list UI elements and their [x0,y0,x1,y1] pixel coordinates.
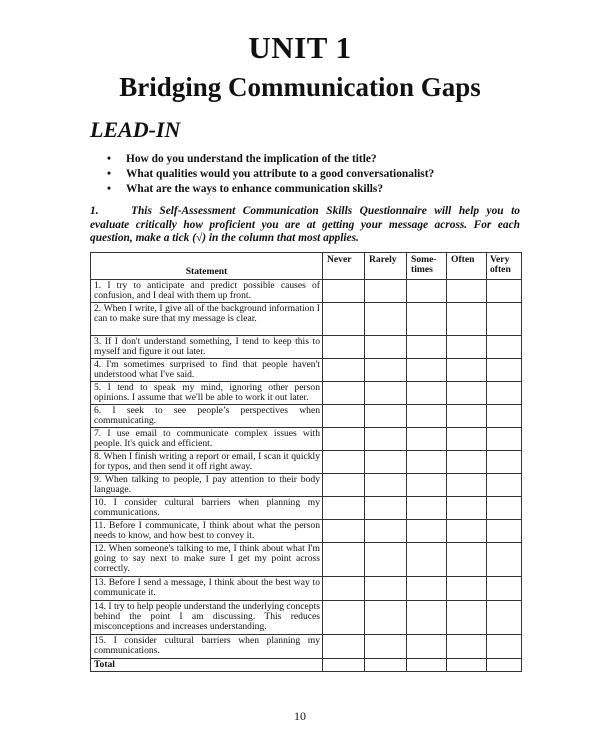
lead-in-questions [107,152,434,197]
table-row [91,381,522,404]
header-very-often: Very often [487,253,522,280]
instruction-text: This Self-Assessment Communication Skills Questionnaire will help you to evaluate critically how proficient you are at getting your message across. For each question, make a tick (√) in the column that most applies. [90,205,520,244]
tick-cell-often[interactable] [447,473,487,496]
tick-cell-never[interactable] [323,427,365,450]
tick-cell-never[interactable] [323,634,365,658]
tick-cell-rarely[interactable] [365,280,407,303]
statement-cell: 1. I try to anticipate and predict possible causes of confusion, and I deal with them up front. [91,280,323,303]
table-row [91,450,522,473]
tick-cell-never[interactable] [323,381,365,404]
tick-cell-rarely[interactable] [365,450,407,473]
header-never: Never [323,253,365,280]
statement-cell: 5. I tend to speak my mind, ignoring other person opinions. I assume that we'll be able to work it out later. [91,381,323,404]
questionnaire-table [90,252,522,672]
statement-cell: 11. Before I communicate, I think about what the person needs to know, and how best to convey it. [91,519,323,542]
tick-cell-very-often[interactable] [487,496,522,519]
tick-cell-sometimes[interactable] [407,450,447,473]
tick-cell-sometimes[interactable] [407,519,447,542]
tick-cell-very-often[interactable] [487,404,522,427]
statement-cell: 9. When talking to people, I pay attention to their body language. [91,473,323,496]
table-row [91,427,522,450]
table-row [91,473,522,496]
tick-cell-often[interactable] [447,381,487,404]
tick-cell-often[interactable] [447,358,487,381]
table-row [91,302,522,335]
tick-cell-sometimes[interactable] [407,542,447,576]
statement-cell: 10. I consider cultural barriers when planning my communications. [91,496,323,519]
total-label: Total [91,658,323,671]
statement-cell: 8. When I finish writing a report or email, I scan it quickly for typos, and then send it off right away. [91,450,323,473]
instruction-number: 1. [90,205,99,217]
tick-cell-very-often[interactable] [487,280,522,303]
tick-cell-very-often[interactable] [487,335,522,358]
tick-cell-rarely[interactable] [365,576,407,600]
tick-cell-very-often[interactable] [487,473,522,496]
tick-cell-sometimes[interactable] [407,381,447,404]
instruction-paragraph [90,205,520,246]
table-row [91,576,522,600]
tick-cell-rarely[interactable] [365,358,407,381]
list-item: • How do you understand the implication of the title? [107,152,434,167]
table-row [91,358,522,381]
tick-cell-rarely[interactable] [365,634,407,658]
tick-cell-very-often[interactable] [487,381,522,404]
table-total-row [91,658,522,671]
tick-cell-often[interactable] [447,496,487,519]
table-row [91,335,522,358]
tick-cell-rarely[interactable] [365,404,407,427]
table-row [91,404,522,427]
tick-cell-very-often[interactable] [487,634,522,658]
unit-label: UNIT [248,30,328,65]
lead-in-heading: LEAD-IN [90,117,181,142]
tick-cell-rarely[interactable] [365,335,407,358]
tick-cell-often[interactable] [447,576,487,600]
tick-cell-never[interactable] [323,450,365,473]
list-item: • What qualities would you attribute to a good conversationalist? [107,167,434,182]
tick-cell-very-often[interactable] [487,302,522,335]
tick-cell-often[interactable] [447,280,487,303]
table-row [91,600,522,634]
tick-cell-sometimes[interactable] [407,335,447,358]
tick-cell-never[interactable] [323,600,365,634]
statement-cell: 7. I use email to communicate complex issues with people. It's quick and efficient. [91,427,323,450]
table-row [91,519,522,542]
tick-cell-rarely[interactable] [365,496,407,519]
header-statement: Statement [91,253,323,280]
tick-cell-very-often[interactable] [487,542,522,576]
tick-cell-very-often[interactable] [487,427,522,450]
tick-cell-rarely[interactable] [365,473,407,496]
tick-cell-sometimes[interactable] [407,358,447,381]
tick-cell-rarely[interactable] [365,600,407,634]
tick-cell-rarely[interactable] [365,542,407,576]
tick-cell-sometimes[interactable] [407,496,447,519]
statement-cell: 13. Before I send a message, I think about the best way to communicate it. [91,576,323,600]
tick-cell-sometimes[interactable] [407,634,447,658]
tick-cell-sometimes[interactable] [407,404,447,427]
tick-cell-often[interactable] [447,542,487,576]
tick-cell-often[interactable] [447,404,487,427]
tick-cell-very-often[interactable] [487,576,522,600]
tick-cell-sometimes[interactable] [407,280,447,303]
unit-heading [0,30,600,66]
header-rarely: Rarely [365,253,407,280]
tick-cell-often[interactable] [447,519,487,542]
tick-cell-often[interactable] [447,450,487,473]
tick-cell-never[interactable] [323,519,365,542]
tick-cell-sometimes[interactable] [407,427,447,450]
tick-cell-rarely[interactable] [365,302,407,335]
table-row [91,634,522,658]
tick-cell-sometimes[interactable] [407,302,447,335]
total-cell-often[interactable] [447,658,487,671]
unit-number: 1 [335,30,352,65]
table-header-row [91,253,522,280]
list-item: • What are the ways to enhance communication skills? [107,182,434,197]
tick-cell-rarely[interactable] [365,381,407,404]
tick-cell-very-often[interactable] [487,450,522,473]
header-sometimes: Some-times [407,253,447,280]
total-cell-rarely[interactable] [365,658,407,671]
page-number: 10 [294,709,306,723]
page-title: Bridging Communication Gaps [119,72,481,102]
statement-cell: 6. I seek to see people’s perspectives when communicating. [91,404,323,427]
table-row [91,542,522,576]
tick-cell-never[interactable] [323,280,365,303]
total-cell-never[interactable] [323,658,365,671]
tick-cell-sometimes[interactable] [407,576,447,600]
tick-cell-never[interactable] [323,302,365,335]
tick-cell-often[interactable] [447,427,487,450]
header-often: Often [447,253,487,280]
tick-cell-never[interactable] [323,335,365,358]
statement-cell: 2. When I write, I give all of the background information I can to make sure that my message is clear. [91,302,323,335]
tick-cell-often[interactable] [447,634,487,658]
tick-cell-rarely[interactable] [365,427,407,450]
tick-cell-sometimes[interactable] [407,473,447,496]
tick-cell-very-often[interactable] [487,600,522,634]
tick-cell-sometimes[interactable] [407,600,447,634]
tick-cell-often[interactable] [447,335,487,358]
statement-cell: 15. I consider cultural barriers when planning my communications. [91,634,323,658]
tick-cell-often[interactable] [447,302,487,335]
tick-cell-very-often[interactable] [487,358,522,381]
tick-cell-never[interactable] [323,358,365,381]
table-row [91,496,522,519]
tick-cell-never[interactable] [323,542,365,576]
tick-cell-never[interactable] [323,473,365,496]
tick-cell-rarely[interactable] [365,519,407,542]
statement-cell: 3. If I don't understand something, I tend to keep this to myself and figure it out later. [91,335,323,358]
total-cell-sometimes[interactable] [407,658,447,671]
statement-cell: 4. I'm sometimes surprised to find that people haven't understood what I've said. [91,358,323,381]
statement-cell: 12. When someone's talking to me, I think about what I'm going to say next to make sure I get my point across correctly. [91,542,323,576]
tick-cell-very-often[interactable] [487,519,522,542]
table-row [91,280,522,303]
tick-cell-often[interactable] [447,600,487,634]
total-cell-very-often[interactable] [487,658,522,671]
tick-cell-never[interactable] [323,496,365,519]
statement-cell: 14. I try to help people understand the underlying concepts behind the point I am discussing. This reduces misconceptions and increases understanding. [91,600,323,634]
tick-cell-never[interactable] [323,576,365,600]
tick-cell-never[interactable] [323,404,365,427]
